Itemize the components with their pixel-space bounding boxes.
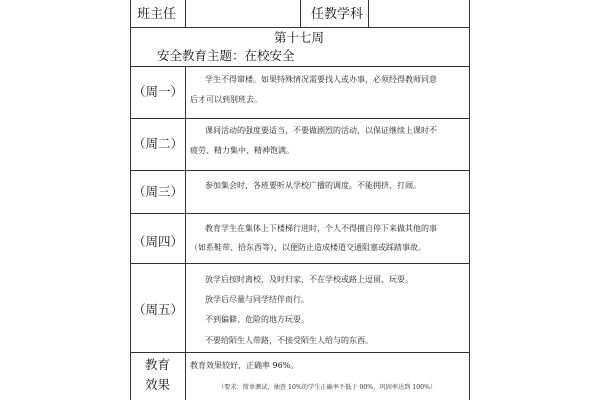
result-requirement-note: （要求：简单测试，抽查 10%的学生正确率不低于 90%，巩固率达到 100%） (218, 384, 437, 391)
day-text-thu-line2: （如系鞋带、拾东西等），以便防止造成楼道交通阻塞或踩踏事故。 (190, 243, 426, 252)
day-text-tue-line1: 课间活动的强度要适当，不要做剧烈的活动，以保证继续上课时不 (205, 126, 437, 135)
day-text-fri-line2: 放学后尽量与同学结伴而行。 (205, 295, 309, 304)
day-text-thu-line1: 教育学生在集体上下楼梯行进时，个人不得擅自停下来做其他的事 (205, 224, 437, 233)
day-text-mon-line2: 后才可以到别班去。 (190, 95, 262, 104)
day-label-mon: （周一） (133, 84, 184, 99)
result-label-line2: 效果 (145, 377, 171, 392)
result-label-line1: 教育 (145, 357, 171, 372)
day-text-tue-line2: 疲劳、精力集中、精神饱满。 (190, 146, 294, 155)
day-text-fri-line4: 不要给陌生人带路，不接受陌生人给与的东西。 (205, 336, 373, 345)
day-text-fri-line3: 不到偏僻、危险的地方玩耍。 (205, 315, 309, 324)
subject-teacher-label: 任教学科 (311, 7, 364, 22)
week-title: 第十七周 (274, 30, 325, 45)
result-text: 教育效果较好，正确率 96%。 (190, 361, 299, 370)
class-teacher-label: 班主任 (137, 7, 177, 22)
day-text-wed-line1: 参加集会时，各班要听从学校广播的调度。不能拥挤、打闹。 (205, 181, 421, 190)
day-text-mon-line1: 学生不得窜楼。如果特殊情况需要找人或办事，必须经得教师同意 (205, 75, 437, 84)
day-label-tue: （周二） (133, 136, 184, 151)
day-label-thu: （周四） (133, 234, 184, 249)
day-label-fri: （周五） (133, 302, 184, 317)
safety-theme: 安全教育主题：在校安全 (157, 48, 295, 63)
day-text-fri-line1: 放学后按时离校，及时归家，不在学校或路上逗留、玩耍。 (205, 275, 413, 284)
day-label-wed: （周三） (133, 184, 184, 199)
